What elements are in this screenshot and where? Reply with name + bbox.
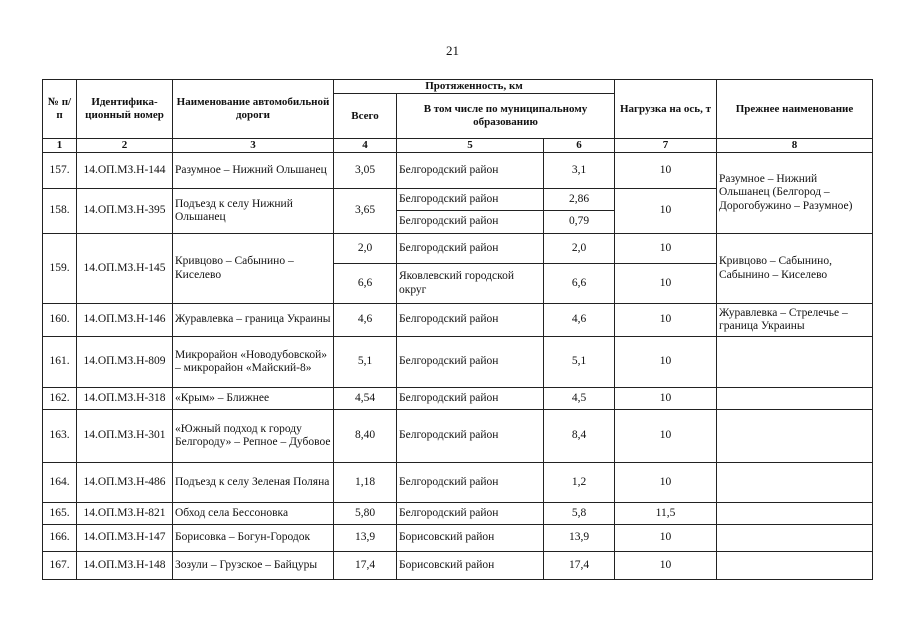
row-name: Обход села Бессоновка bbox=[173, 503, 334, 525]
table-row bbox=[43, 463, 873, 503]
row-district: Белгородский район bbox=[397, 304, 544, 337]
column-number: 7 bbox=[615, 139, 717, 153]
row-id: 14.ОП.МЗ.Н-148 bbox=[77, 552, 173, 580]
row-name: Разумное – Нижний Ольшанец bbox=[173, 153, 334, 189]
row-load: 11,5 bbox=[615, 503, 717, 525]
row-district: Борисовский район bbox=[397, 552, 544, 580]
row-name: Борисовка – Богун-Городок bbox=[173, 525, 334, 552]
roads-table bbox=[42, 79, 873, 580]
row-district: Белгородский район bbox=[397, 189, 544, 211]
row-load: 10 bbox=[615, 525, 717, 552]
column-number: 1 bbox=[43, 139, 77, 153]
row-num: 159. bbox=[43, 234, 77, 304]
header-incl: В том числе по муниципальному образованию bbox=[397, 94, 615, 139]
table-row bbox=[43, 388, 873, 410]
row-total: 6,6 bbox=[334, 264, 397, 304]
table-row bbox=[43, 503, 873, 525]
row-district: Яковлевский городской округ bbox=[397, 264, 544, 304]
row-total: 4,54 bbox=[334, 388, 397, 410]
column-number: 2 bbox=[77, 139, 173, 153]
row-district: Белгородский район bbox=[397, 410, 544, 463]
row-km: 1,2 bbox=[544, 463, 615, 503]
row-name: «Крым» – Ближнее bbox=[173, 388, 334, 410]
row-prev bbox=[717, 525, 873, 552]
table-row bbox=[43, 552, 873, 580]
column-number: 8 bbox=[717, 139, 873, 153]
row-district: Белгородский район bbox=[397, 234, 544, 264]
header-prev: Прежнее наименование bbox=[717, 80, 873, 139]
row-km: 17,4 bbox=[544, 552, 615, 580]
row-district: Белгородский район bbox=[397, 463, 544, 503]
row-km: 8,4 bbox=[544, 410, 615, 463]
row-name: Подъезд к селу Зеленая Поляна bbox=[173, 463, 334, 503]
row-name: Кривцово – Сабынино – Киселево bbox=[173, 234, 334, 304]
row-num: 161. bbox=[43, 337, 77, 388]
row-km: 2,86 bbox=[544, 189, 615, 211]
row-km: 4,6 bbox=[544, 304, 615, 337]
row-prev bbox=[717, 552, 873, 580]
row-id: 14.ОП.МЗ.Н-821 bbox=[77, 503, 173, 525]
row-id: 14.ОП.МЗ.Н-395 bbox=[77, 189, 173, 234]
row-id: 14.ОП.МЗ.Н-144 bbox=[77, 153, 173, 189]
row-prev: Журавлевка – Стрелечье – граница Украины bbox=[717, 304, 873, 337]
table-row bbox=[43, 525, 873, 552]
row-km: 3,1 bbox=[544, 153, 615, 189]
column-number: 6 bbox=[544, 139, 615, 153]
row-km: 4,5 bbox=[544, 388, 615, 410]
row-id: 14.ОП.МЗ.Н-146 bbox=[77, 304, 173, 337]
row-num: 157. bbox=[43, 153, 77, 189]
row-prev bbox=[717, 503, 873, 525]
row-name: Журавлевка – граница Украины bbox=[173, 304, 334, 337]
header-total: Всего bbox=[334, 94, 397, 139]
column-number: 5 bbox=[397, 139, 544, 153]
row-district: Белгородский район bbox=[397, 337, 544, 388]
row-id: 14.ОП.МЗ.Н-301 bbox=[77, 410, 173, 463]
row-km: 2,0 bbox=[544, 234, 615, 264]
row-id: 14.ОП.МЗ.Н-318 bbox=[77, 388, 173, 410]
row-load: 10 bbox=[615, 388, 717, 410]
row-name: Зозули – Грузское – Байцуры bbox=[173, 552, 334, 580]
row-district: Белгородский район bbox=[397, 211, 544, 234]
row-district: Борисовский район bbox=[397, 525, 544, 552]
table-row bbox=[43, 337, 873, 388]
row-total: 8,40 bbox=[334, 410, 397, 463]
row-total: 1,18 bbox=[334, 463, 397, 503]
row-load: 10 bbox=[615, 463, 717, 503]
row-name: «Южный подход к городу Белгороду» – Репное – Дубовое bbox=[173, 410, 334, 463]
row-prev: Разумное – Нижний Ольшанец (Белгород – Дорогобужино – Разумное) bbox=[717, 153, 873, 234]
column-number-row bbox=[43, 139, 873, 153]
row-prev bbox=[717, 410, 873, 463]
row-num: 162. bbox=[43, 388, 77, 410]
row-id: 14.ОП.МЗ.Н-145 bbox=[77, 234, 173, 304]
table-row bbox=[43, 410, 873, 463]
row-total: 17,4 bbox=[334, 552, 397, 580]
row-name: Микрорайон «Новодубовской» – микрорайон «Майский-8» bbox=[173, 337, 334, 388]
row-km: 5,1 bbox=[544, 337, 615, 388]
row-num: 163. bbox=[43, 410, 77, 463]
header-row bbox=[43, 80, 873, 94]
row-total: 3,65 bbox=[334, 189, 397, 234]
row-km: 13,9 bbox=[544, 525, 615, 552]
row-load: 10 bbox=[615, 153, 717, 189]
row-num: 158. bbox=[43, 189, 77, 234]
row-id: 14.ОП.МЗ.Н-486 bbox=[77, 463, 173, 503]
row-total: 3,05 bbox=[334, 153, 397, 189]
row-load: 10 bbox=[615, 189, 717, 234]
header-num: № п/п bbox=[43, 80, 77, 139]
header-load: Нагрузка на ось, т bbox=[615, 80, 717, 139]
row-load: 10 bbox=[615, 552, 717, 580]
row-km: 5,8 bbox=[544, 503, 615, 525]
table-row bbox=[43, 153, 873, 189]
column-number: 4 bbox=[334, 139, 397, 153]
row-km: 0,79 bbox=[544, 211, 615, 234]
row-load: 10 bbox=[615, 304, 717, 337]
row-total: 2,0 bbox=[334, 234, 397, 264]
row-km: 6,6 bbox=[544, 264, 615, 304]
row-prev: Кривцово – Сабынино, Сабынино – Киселево bbox=[717, 234, 873, 304]
row-load: 10 bbox=[615, 337, 717, 388]
table-row bbox=[43, 304, 873, 337]
row-load: 10 bbox=[615, 234, 717, 264]
table-row bbox=[43, 234, 873, 264]
row-total: 13,9 bbox=[334, 525, 397, 552]
row-prev bbox=[717, 463, 873, 503]
row-num: 167. bbox=[43, 552, 77, 580]
row-total: 5,1 bbox=[334, 337, 397, 388]
row-load: 10 bbox=[615, 410, 717, 463]
row-total: 4,6 bbox=[334, 304, 397, 337]
row-prev bbox=[717, 337, 873, 388]
header-length: Протяженность, км bbox=[334, 80, 615, 94]
row-num: 165. bbox=[43, 503, 77, 525]
row-id: 14.ОП.МЗ.Н-809 bbox=[77, 337, 173, 388]
header-name: Наименование автомобильной дороги bbox=[173, 80, 334, 139]
row-district: Белгородский район bbox=[397, 153, 544, 189]
row-num: 160. bbox=[43, 304, 77, 337]
row-prev bbox=[717, 388, 873, 410]
column-number: 3 bbox=[173, 139, 334, 153]
row-total: 5,80 bbox=[334, 503, 397, 525]
row-district: Белгородский район bbox=[397, 388, 544, 410]
row-id: 14.ОП.МЗ.Н-147 bbox=[77, 525, 173, 552]
header-id: Идентифика-ционный номер bbox=[77, 80, 173, 139]
row-district: Белгородский район bbox=[397, 503, 544, 525]
row-load: 10 bbox=[615, 264, 717, 304]
row-num: 166. bbox=[43, 525, 77, 552]
row-num: 164. bbox=[43, 463, 77, 503]
row-name: Подъезд к селу Нижний Ольшанец bbox=[173, 189, 334, 234]
page-number: 21 bbox=[446, 43, 459, 58]
